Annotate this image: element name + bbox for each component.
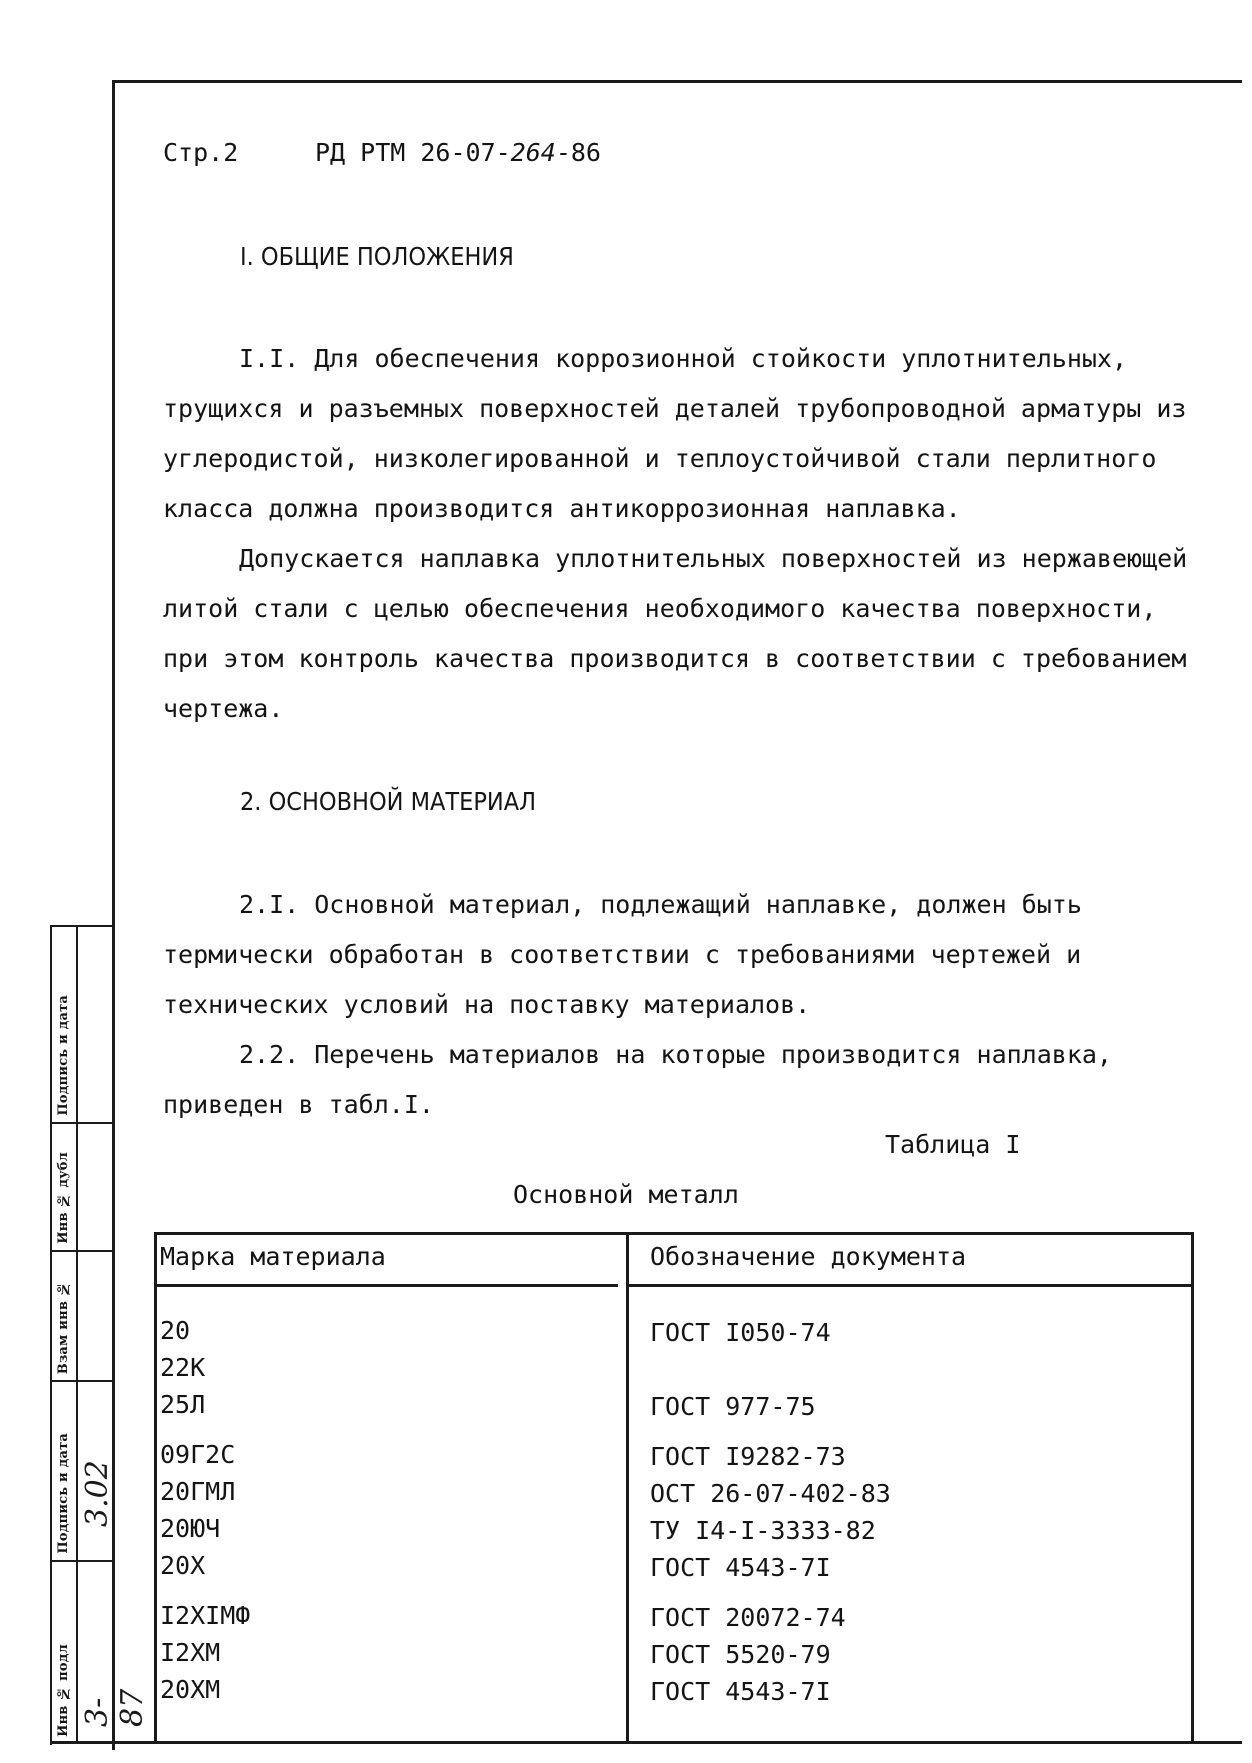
stamp-label: Подпись и дата: [56, 995, 71, 1116]
material-cell: 20ГМЛ: [160, 1477, 236, 1506]
section-2-paragraph-2: 2.2. Перечень материалов на которые производится наплавка, приведен в табл.I.: [163, 1040, 1112, 1119]
handwritten-signature-date: 3.02: [80, 1460, 115, 1527]
materials-table: [154, 1232, 1194, 1744]
section-1-title: I. ОБЩИЕ ПОЛОЖЕНИЯ: [240, 242, 514, 271]
table-header-underline: [626, 1284, 1194, 1287]
document-cell: ГОСТ I050-74: [650, 1318, 831, 1347]
page-label: Стр.2: [163, 138, 239, 167]
section-1-paragraph-2: Допускается наплавка уплотнительных поверхностей из нержавеющей литой стали с целью обеспечения необходимого качества поверхности, при этом контроль качества производится в соответствии с требованием чертежа.: [163, 544, 1188, 723]
document-code: [315, 138, 601, 167]
stamp-cell-signature-date-1: [52, 927, 114, 1124]
table-right-border: [1191, 1232, 1194, 1744]
column-header-document: Обозначение документа: [650, 1242, 967, 1271]
stamp-cell-replacement-inv: [52, 1250, 114, 1382]
table-header-underline: [154, 1284, 618, 1287]
document-cell: ТУ I4-I-3333-82: [650, 1516, 876, 1545]
section-2-title: 2. ОСНОВНОЙ МАТЕРИАЛ: [240, 787, 537, 816]
document-cell: ГОСТ 977-75: [650, 1392, 816, 1421]
stamp-label: Инв № дубл: [56, 1152, 71, 1244]
material-cell: 09Г2С: [160, 1440, 236, 1469]
document-cell: ГОСТ I9282-73: [650, 1442, 846, 1471]
table-top-border: [154, 1232, 1194, 1235]
stamp-label: Инв № подл: [56, 1644, 71, 1737]
material-cell: 20ХМ: [160, 1675, 221, 1704]
document-cell: ГОСТ 5520-79: [650, 1640, 831, 1669]
doc-year: -86: [555, 138, 601, 167]
stamp-label: Подпись и дата: [56, 1433, 71, 1554]
material-cell: I2ХIМФ: [160, 1601, 251, 1630]
material-cell: 20Х: [160, 1551, 206, 1580]
document-cell: ОСТ 26-07-402-83: [650, 1479, 891, 1508]
table-caption: Основной металл: [513, 1180, 739, 1209]
document-cell: ГОСТ 20072-74: [650, 1603, 846, 1632]
column-header-material: Марка материала: [160, 1242, 386, 1271]
material-cell: 20: [160, 1316, 191, 1345]
handwritten-inventory-number: 3-87: [80, 1688, 150, 1727]
doc-code-prefix: РД РТМ 26-07-: [315, 138, 511, 167]
material-cell: 22К: [160, 1353, 206, 1382]
stamp-label: Взам инв №: [56, 1280, 71, 1374]
stamp-strip: [50, 925, 150, 1745]
doc-number-handwritten: 264: [510, 138, 556, 167]
material-cell: 25Л: [160, 1390, 206, 1419]
table-left-border: [154, 1232, 157, 1744]
material-cell: I2ХМ: [160, 1638, 221, 1667]
stamp-cell-duplicate-inv: [52, 1122, 114, 1252]
material-cell: 20ЮЧ: [160, 1514, 221, 1543]
table-column-divider: [626, 1232, 629, 1744]
table-label: Таблица I: [885, 1130, 1021, 1159]
frame-top-line: [112, 80, 1242, 83]
document-cell: ГОСТ 4543-7I: [650, 1553, 831, 1582]
stamp-divider: [76, 927, 78, 1743]
section-2-paragraph-1: 2.I. Основной материал, подлежащий наплавке, должен быть термически обработан в соответствии с требованиями чертежей и технических условий на поставку материалов.: [163, 890, 1082, 1019]
document-cell: ГОСТ 4543-7I: [650, 1677, 831, 1706]
section-1-paragraph-1: I.I. Для обеспечения коррозионной стойкости уплотнительных, трущихся и разъемных поверхностей деталей трубопроводной арматуры из углеродистой, низколегированной и теплоустойчивой стали перлитного класса должна производится антикоррозионная наплавка.: [163, 344, 1187, 523]
